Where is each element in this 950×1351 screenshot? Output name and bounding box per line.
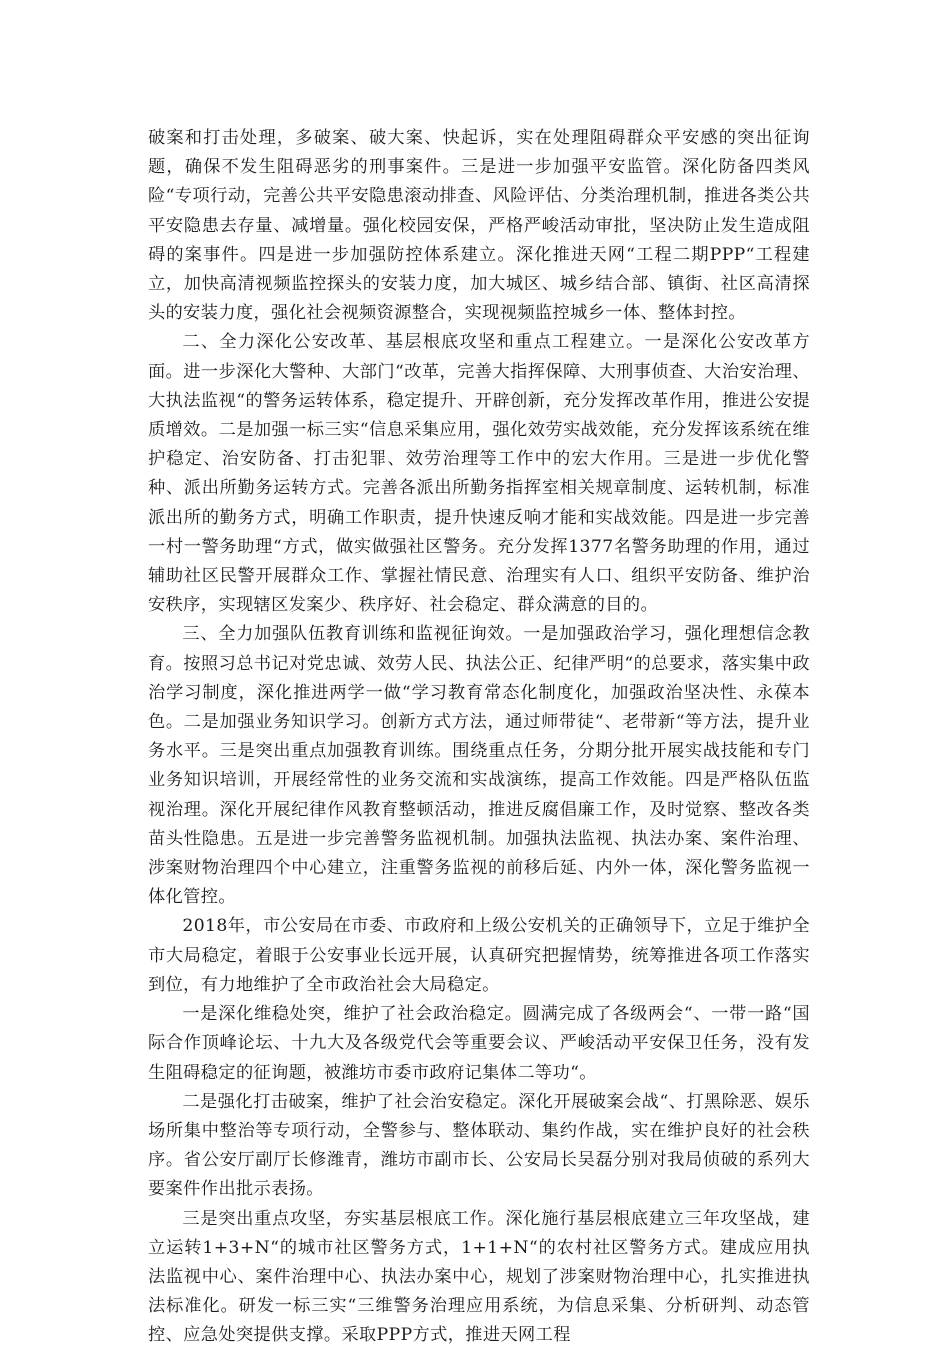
- paragraph-7: 三是突出重点攻坚，夯实基层根底工作。深化施行基层根底建立三年攻坚战，建立运转1+3+N“的城市社区警务方式，1+1+N“的农村社区警务方式。建成应用执法监视中心、案件治理中心、执法办案中心，规划了涉案财物治理中心，扎实推进执法标准化。研发一标三实“三维警务治理应用系统，为信息采集、分析研判、动态管控、应急处突提供支撑。采取PPP方式，推进天网工程: [148, 1208, 810, 1346]
- paragraph-5: 一是深化维稳处突，维护了社会政治稳定。圆满完成了各级两会“、一带一路“国际合作顶峰论坛、十九大及各级党代会等重要会议、严峻活动平安保卫任务，没有发生阻碍稳定的征询题，被潍坊市委市政府记集体二等功“。: [148, 1004, 810, 1083]
- paragraph-6: 二是强化打击破案，维护了社会治安稳定。深化开展破案会战“、打黑除恶、娱乐场所集中整治等专项行动，全警参与、整体联动、集约作战，实在维护良好的社会秩序。省公安厅副厅长修潍青，潍坊市副市长、公安局长吴磊分别对我局侦破的系列大要案件作出批示表扬。: [148, 1091, 810, 1200]
- paragraph-2: 二、全力深化公安改革、基层根底攻坚和重点工程建立。一是深化公安改革方面。进一步深化大警种、大部门“改革，完善大指挥保障、大刑事侦查、大治安治理、大执法监视“的警务运转体系，稳定提升、开辟创新，充分发挥改革作用，推进公安提质增效。二是加强一标三实“信息采集应用，强化效劳实战效能，充分发挥该系统在维护稳定、治安防备、打击犯罪、效劳治理等工作中的宏大作用。三是进一步优化警种、派出所勤务运转方式。完善各派出所勤务指挥室相关规章制度、运转机制，标准派出所的勤务方式，明确工作职责，提升快速反响才能和实战效能。四是进一步完善一村一警务助理“方式，做实做强社区警务。充分发挥1377名警务助理的作用，通过辅助社区民警开展群众工作、掌握社情民意、治理实有人口、组织平安防备、维护治安秩序，实现辖区发案少、秩序好、社会稳定、群众满意的目的。: [148, 332, 810, 616]
- paragraph-4: 2018年，市公安局在市委、市政府和上级公安机关的正确领导下，立足于维护全市大局稳定，着眼于公安事业长远开展，认真研究把握情势，统筹推进各项工作落实到位，有力地维护了全市政治社会大局稳定。: [148, 916, 810, 995]
- document-body: [148, 124, 810, 1351]
- paragraph-1: 破案和打击处理，多破案、破大案、快起诉，实在处理阻碍群众平安感的突出征询题，确保不发生阻碍恶劣的刑事案件。三是进一步加强平安监管。深化防备四类风险“专项行动，完善公共平安隐患滚动排查、风险评估、分类治理机制，推进各类公共平安隐患去存量、减增量。强化校园安保，严格严峻活动审批，坚决防止发生造成阻碍的案事件。四是进一步加强防控体系建立。深化推进天网“工程二期PPP“工程建立，加快高清视频监控探头的安装力度，加大城区、城乡结合部、镇街、社区高清探头的安装力度，强化社会视频资源整合，实现视频监控城乡一体、整体封控。: [148, 128, 810, 324]
- paragraph-3: 三、全力加强队伍教育训练和监视征询效。一是加强政治学习，强化理想信念教育。按照习总书记对党忠诚、效劳人民、执法公正、纪律严明“的总要求，落实集中政治学习制度，深化推进两学一做“学习教育常态化制度化，加强政治坚决性、永葆本色。二是加强业务知识学习。创新方式方法，通过师带徒“、老带新“等方法，提升业务水平。三是突出重点加强教育训练。围绕重点任务，分期分批开展实战技能和专门业务知识培训，开展经常性的业务交流和实战演练，提高工作效能。四是严格队伍监视治理。深化开展纪律作风教育整顿活动，推进反腐倡廉工作，及时觉察、整改各类苗头性隐患。五是进一步完善警务监视机制。加强执法监视、执法办案、案件治理、涉案财物治理四个中心建立，注重警务监视的前移后延、内外一体，深化警务监视一体化管控。: [148, 624, 810, 908]
